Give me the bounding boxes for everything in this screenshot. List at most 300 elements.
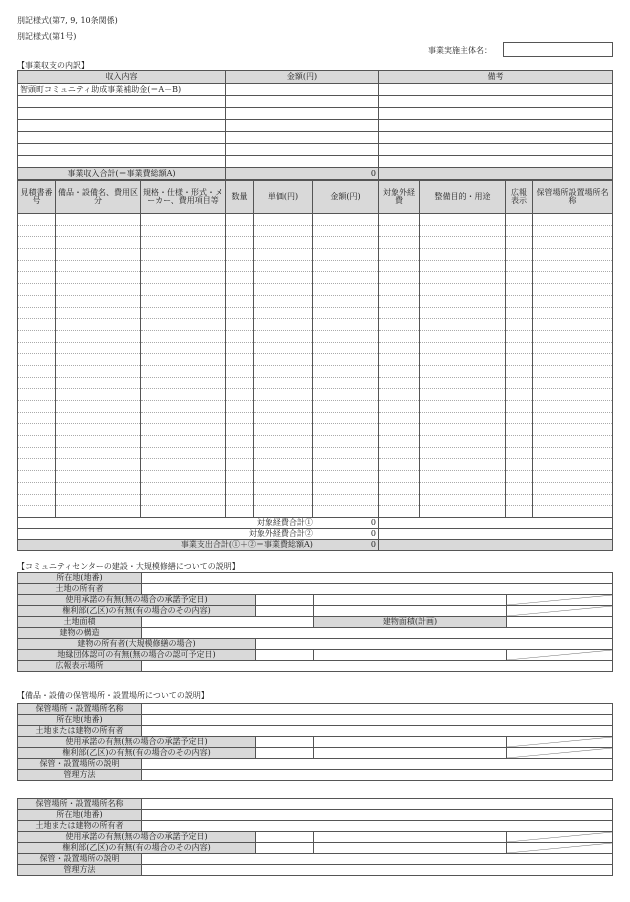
expense-quantity-cell[interactable] xyxy=(226,214,254,226)
expense-purpose-cell[interactable] xyxy=(420,284,506,296)
expense-ad-cell[interactable] xyxy=(506,471,533,483)
expense-unit-price-cell[interactable] xyxy=(254,494,313,506)
expense-estimate-no-cell[interactable] xyxy=(18,365,56,377)
expense-estimate-no-cell[interactable] xyxy=(18,237,56,249)
expense-unit-price-cell[interactable] xyxy=(254,401,313,413)
expense-purpose-cell[interactable] xyxy=(420,295,506,307)
expense-item-name-cell[interactable] xyxy=(56,506,141,518)
expense-purpose-cell[interactable] xyxy=(420,249,506,261)
expense-excluded-cell[interactable] xyxy=(379,377,420,389)
income-note-cell[interactable] xyxy=(379,132,613,144)
expense-ad-cell[interactable] xyxy=(506,447,533,459)
expense-place-cell[interactable] xyxy=(533,471,613,483)
expense-item-name-cell[interactable] xyxy=(56,377,141,389)
expense-place-cell[interactable] xyxy=(533,447,613,459)
expense-excluded-cell[interactable] xyxy=(379,424,420,436)
expense-ad-cell[interactable] xyxy=(506,482,533,494)
expense-place-cell[interactable] xyxy=(533,494,613,506)
expense-amount-cell[interactable] xyxy=(313,237,379,249)
expense-ad-cell[interactable] xyxy=(506,342,533,354)
expense-item-name-cell[interactable] xyxy=(56,319,141,331)
expense-estimate-no-cell[interactable] xyxy=(18,330,56,342)
expense-place-cell[interactable] xyxy=(533,412,613,424)
expense-item-name-cell[interactable] xyxy=(56,237,141,249)
expense-ad-cell[interactable] xyxy=(506,295,533,307)
expense-excluded-cell[interactable] xyxy=(379,354,420,366)
income-note-cell[interactable] xyxy=(379,156,613,168)
expense-purpose-cell[interactable] xyxy=(420,307,506,319)
storage-place-name-field[interactable] xyxy=(142,799,613,810)
expense-purpose-cell[interactable] xyxy=(420,459,506,471)
expense-quantity-cell[interactable] xyxy=(226,436,254,448)
income-row[interactable] xyxy=(18,120,226,132)
expense-ad-cell[interactable] xyxy=(506,214,533,226)
expense-ad-cell[interactable] xyxy=(506,424,533,436)
expense-spec-cell[interactable] xyxy=(141,272,226,284)
income-amount-cell[interactable] xyxy=(226,84,379,96)
expense-item-name-cell[interactable] xyxy=(56,494,141,506)
expense-purpose-cell[interactable] xyxy=(420,436,506,448)
expense-spec-cell[interactable] xyxy=(141,424,226,436)
income-amount-cell[interactable] xyxy=(226,120,379,132)
expense-amount-cell[interactable] xyxy=(313,260,379,272)
expense-excluded-cell[interactable] xyxy=(379,225,420,237)
expense-item-name-cell[interactable] xyxy=(56,225,141,237)
expense-estimate-no-cell[interactable] xyxy=(18,436,56,448)
expense-place-cell[interactable] xyxy=(533,295,613,307)
expense-place-cell[interactable] xyxy=(533,225,613,237)
expense-purpose-cell[interactable] xyxy=(420,214,506,226)
expense-ad-cell[interactable] xyxy=(506,389,533,401)
center-use-permit-field[interactable] xyxy=(256,595,314,606)
expense-ad-cell[interactable] xyxy=(506,412,533,424)
expense-place-cell[interactable] xyxy=(533,260,613,272)
expense-excluded-cell[interactable] xyxy=(379,459,420,471)
storage-use-permit-date[interactable] xyxy=(314,832,507,843)
expense-spec-cell[interactable] xyxy=(141,365,226,377)
expense-estimate-no-cell[interactable] xyxy=(18,307,56,319)
expense-amount-cell[interactable] xyxy=(313,342,379,354)
storage-location-field[interactable] xyxy=(142,715,613,726)
storage-use-permit-field[interactable] xyxy=(256,737,314,748)
expense-spec-cell[interactable] xyxy=(141,377,226,389)
expense-spec-cell[interactable] xyxy=(141,295,226,307)
expense-quantity-cell[interactable] xyxy=(226,284,254,296)
expense-estimate-no-cell[interactable] xyxy=(18,295,56,307)
income-row[interactable] xyxy=(18,132,226,144)
expense-excluded-cell[interactable] xyxy=(379,330,420,342)
expense-estimate-no-cell[interactable] xyxy=(18,494,56,506)
expense-place-cell[interactable] xyxy=(533,330,613,342)
expense-quantity-cell[interactable] xyxy=(226,260,254,272)
storage-explain-field[interactable] xyxy=(142,854,613,865)
expense-estimate-no-cell[interactable] xyxy=(18,284,56,296)
expense-unit-price-cell[interactable] xyxy=(254,506,313,518)
expense-ad-cell[interactable] xyxy=(506,225,533,237)
expense-place-cell[interactable] xyxy=(533,272,613,284)
income-note-cell[interactable] xyxy=(379,84,613,96)
expense-estimate-no-cell[interactable] xyxy=(18,401,56,413)
expense-item-name-cell[interactable] xyxy=(56,214,141,226)
storage-rights-content[interactable] xyxy=(314,748,507,759)
expense-spec-cell[interactable] xyxy=(141,237,226,249)
expense-excluded-cell[interactable] xyxy=(379,447,420,459)
storage-use-permit-field[interactable] xyxy=(256,832,314,843)
expense-amount-cell[interactable] xyxy=(313,377,379,389)
center-rights-field[interactable] xyxy=(256,606,314,617)
expense-place-cell[interactable] xyxy=(533,342,613,354)
expense-quantity-cell[interactable] xyxy=(226,342,254,354)
income-row[interactable] xyxy=(18,96,226,108)
expense-item-name-cell[interactable] xyxy=(56,272,141,284)
expense-quantity-cell[interactable] xyxy=(226,424,254,436)
expense-quantity-cell[interactable] xyxy=(226,471,254,483)
expense-place-cell[interactable] xyxy=(533,237,613,249)
expense-spec-cell[interactable] xyxy=(141,260,226,272)
expense-unit-price-cell[interactable] xyxy=(254,307,313,319)
expense-amount-cell[interactable] xyxy=(313,506,379,518)
expense-amount-cell[interactable] xyxy=(313,365,379,377)
expense-excluded-cell[interactable] xyxy=(379,365,420,377)
expense-ad-cell[interactable] xyxy=(506,319,533,331)
income-amount-cell[interactable] xyxy=(226,156,379,168)
expense-excluded-cell[interactable] xyxy=(379,214,420,226)
expense-item-name-cell[interactable] xyxy=(56,284,141,296)
expense-amount-cell[interactable] xyxy=(313,459,379,471)
expense-spec-cell[interactable] xyxy=(141,342,226,354)
expense-quantity-cell[interactable] xyxy=(226,447,254,459)
expense-estimate-no-cell[interactable] xyxy=(18,424,56,436)
expense-purpose-cell[interactable] xyxy=(420,225,506,237)
expense-excluded-cell[interactable] xyxy=(379,319,420,331)
center-land-area-field[interactable] xyxy=(142,617,314,628)
expense-estimate-no-cell[interactable] xyxy=(18,354,56,366)
expense-spec-cell[interactable] xyxy=(141,389,226,401)
expense-amount-cell[interactable] xyxy=(313,494,379,506)
expense-quantity-cell[interactable] xyxy=(226,459,254,471)
expense-unit-price-cell[interactable] xyxy=(254,214,313,226)
expense-purpose-cell[interactable] xyxy=(420,401,506,413)
expense-ad-cell[interactable] xyxy=(506,354,533,366)
storage-place-name-field[interactable] xyxy=(142,704,613,715)
expense-amount-cell[interactable] xyxy=(313,412,379,424)
expense-quantity-cell[interactable] xyxy=(226,319,254,331)
income-amount-cell[interactable] xyxy=(226,108,379,120)
expense-spec-cell[interactable] xyxy=(141,459,226,471)
expense-purpose-cell[interactable] xyxy=(420,506,506,518)
expense-quantity-cell[interactable] xyxy=(226,412,254,424)
expense-estimate-no-cell[interactable] xyxy=(18,459,56,471)
storage-rights-field[interactable] xyxy=(256,843,314,854)
storage-rights-content[interactable] xyxy=(314,843,507,854)
expense-quantity-cell[interactable] xyxy=(226,307,254,319)
expense-excluded-cell[interactable] xyxy=(379,237,420,249)
expense-spec-cell[interactable] xyxy=(141,225,226,237)
expense-amount-cell[interactable] xyxy=(313,401,379,413)
expense-purpose-cell[interactable] xyxy=(420,447,506,459)
expense-item-name-cell[interactable] xyxy=(56,249,141,261)
expense-excluded-cell[interactable] xyxy=(379,284,420,296)
expense-estimate-no-cell[interactable] xyxy=(18,214,56,226)
expense-spec-cell[interactable] xyxy=(141,354,226,366)
expense-item-name-cell[interactable] xyxy=(56,389,141,401)
expense-ad-cell[interactable] xyxy=(506,284,533,296)
expense-amount-cell[interactable] xyxy=(313,471,379,483)
storage-method-field[interactable] xyxy=(142,770,613,781)
expense-item-name-cell[interactable] xyxy=(56,354,141,366)
income-row[interactable] xyxy=(18,156,226,168)
expense-amount-cell[interactable] xyxy=(313,330,379,342)
expense-quantity-cell[interactable] xyxy=(226,225,254,237)
expense-estimate-no-cell[interactable] xyxy=(18,447,56,459)
expense-ad-cell[interactable] xyxy=(506,494,533,506)
expense-spec-cell[interactable] xyxy=(141,412,226,424)
expense-unit-price-cell[interactable] xyxy=(254,389,313,401)
expense-quantity-cell[interactable] xyxy=(226,377,254,389)
center-land-owner-field[interactable] xyxy=(142,584,613,595)
expense-place-cell[interactable] xyxy=(533,365,613,377)
storage-rights-field[interactable] xyxy=(256,748,314,759)
expense-estimate-no-cell[interactable] xyxy=(18,225,56,237)
expense-item-name-cell[interactable] xyxy=(56,424,141,436)
center-structure-field[interactable] xyxy=(142,628,613,639)
expense-purpose-cell[interactable] xyxy=(420,377,506,389)
expense-item-name-cell[interactable] xyxy=(56,365,141,377)
expense-excluded-cell[interactable] xyxy=(379,482,420,494)
income-row[interactable] xyxy=(18,144,226,156)
expense-item-name-cell[interactable] xyxy=(56,459,141,471)
expense-purpose-cell[interactable] xyxy=(420,494,506,506)
expense-quantity-cell[interactable] xyxy=(226,401,254,413)
expense-amount-cell[interactable] xyxy=(313,272,379,284)
expense-unit-price-cell[interactable] xyxy=(254,354,313,366)
expense-excluded-cell[interactable] xyxy=(379,307,420,319)
expense-unit-price-cell[interactable] xyxy=(254,377,313,389)
expense-ad-cell[interactable] xyxy=(506,365,533,377)
expense-quantity-cell[interactable] xyxy=(226,295,254,307)
expense-place-cell[interactable] xyxy=(533,319,613,331)
center-ad-place-field[interactable] xyxy=(142,661,613,672)
expense-excluded-cell[interactable] xyxy=(379,389,420,401)
expense-excluded-cell[interactable] xyxy=(379,342,420,354)
expense-unit-price-cell[interactable] xyxy=(254,365,313,377)
expense-unit-price-cell[interactable] xyxy=(254,447,313,459)
expense-estimate-no-cell[interactable] xyxy=(18,412,56,424)
expense-spec-cell[interactable] xyxy=(141,319,226,331)
expense-quantity-cell[interactable] xyxy=(226,249,254,261)
expense-purpose-cell[interactable] xyxy=(420,482,506,494)
expense-item-name-cell[interactable] xyxy=(56,401,141,413)
expense-ad-cell[interactable] xyxy=(506,459,533,471)
expense-amount-cell[interactable] xyxy=(313,284,379,296)
expense-spec-cell[interactable] xyxy=(141,284,226,296)
expense-purpose-cell[interactable] xyxy=(420,365,506,377)
expense-amount-cell[interactable] xyxy=(313,447,379,459)
expense-estimate-no-cell[interactable] xyxy=(18,260,56,272)
expense-spec-cell[interactable] xyxy=(141,401,226,413)
expense-ad-cell[interactable] xyxy=(506,330,533,342)
center-group-permit-field[interactable] xyxy=(256,650,314,661)
expense-excluded-cell[interactable] xyxy=(379,494,420,506)
income-note-cell[interactable] xyxy=(379,96,613,108)
expense-estimate-no-cell[interactable] xyxy=(18,342,56,354)
storage-method-field[interactable] xyxy=(142,865,613,876)
income-row[interactable] xyxy=(18,108,226,120)
expense-excluded-cell[interactable] xyxy=(379,249,420,261)
expense-quantity-cell[interactable] xyxy=(226,237,254,249)
expense-place-cell[interactable] xyxy=(533,354,613,366)
expense-quantity-cell[interactable] xyxy=(226,506,254,518)
expense-ad-cell[interactable] xyxy=(506,249,533,261)
expense-place-cell[interactable] xyxy=(533,482,613,494)
expense-ad-cell[interactable] xyxy=(506,307,533,319)
expense-unit-price-cell[interactable] xyxy=(254,471,313,483)
expense-spec-cell[interactable] xyxy=(141,249,226,261)
expense-spec-cell[interactable] xyxy=(141,482,226,494)
expense-amount-cell[interactable] xyxy=(313,424,379,436)
expense-spec-cell[interactable] xyxy=(141,447,226,459)
expense-purpose-cell[interactable] xyxy=(420,389,506,401)
income-amount-cell[interactable] xyxy=(226,144,379,156)
expense-unit-price-cell[interactable] xyxy=(254,237,313,249)
expense-quantity-cell[interactable] xyxy=(226,389,254,401)
expense-item-name-cell[interactable] xyxy=(56,330,141,342)
expense-spec-cell[interactable] xyxy=(141,330,226,342)
expense-place-cell[interactable] xyxy=(533,377,613,389)
expense-unit-price-cell[interactable] xyxy=(254,260,313,272)
expense-purpose-cell[interactable] xyxy=(420,272,506,284)
expense-ad-cell[interactable] xyxy=(506,260,533,272)
expense-item-name-cell[interactable] xyxy=(56,482,141,494)
income-note-cell[interactable] xyxy=(379,108,613,120)
expense-place-cell[interactable] xyxy=(533,284,613,296)
entity-name-field[interactable] xyxy=(503,42,613,57)
expense-unit-price-cell[interactable] xyxy=(254,482,313,494)
expense-quantity-cell[interactable] xyxy=(226,494,254,506)
income-note-cell[interactable] xyxy=(379,144,613,156)
expense-purpose-cell[interactable] xyxy=(420,330,506,342)
expense-amount-cell[interactable] xyxy=(313,295,379,307)
center-group-permit-date[interactable] xyxy=(314,650,507,661)
expense-excluded-cell[interactable] xyxy=(379,401,420,413)
expense-spec-cell[interactable] xyxy=(141,307,226,319)
expense-place-cell[interactable] xyxy=(533,249,613,261)
expense-excluded-cell[interactable] xyxy=(379,436,420,448)
center-rights-content[interactable] xyxy=(314,606,507,617)
expense-amount-cell[interactable] xyxy=(313,214,379,226)
expense-unit-price-cell[interactable] xyxy=(254,342,313,354)
income-amount-cell[interactable] xyxy=(226,96,379,108)
expense-item-name-cell[interactable] xyxy=(56,447,141,459)
expense-estimate-no-cell[interactable] xyxy=(18,506,56,518)
center-building-area-field[interactable] xyxy=(507,617,613,628)
expense-amount-cell[interactable] xyxy=(313,389,379,401)
expense-unit-price-cell[interactable] xyxy=(254,272,313,284)
expense-item-name-cell[interactable] xyxy=(56,260,141,272)
expense-purpose-cell[interactable] xyxy=(420,424,506,436)
center-building-owner-field[interactable] xyxy=(256,639,613,650)
expense-unit-price-cell[interactable] xyxy=(254,459,313,471)
expense-quantity-cell[interactable] xyxy=(226,330,254,342)
expense-estimate-no-cell[interactable] xyxy=(18,389,56,401)
expense-ad-cell[interactable] xyxy=(506,272,533,284)
expense-item-name-cell[interactable] xyxy=(56,436,141,448)
expense-unit-price-cell[interactable] xyxy=(254,436,313,448)
expense-place-cell[interactable] xyxy=(533,214,613,226)
expense-unit-price-cell[interactable] xyxy=(254,319,313,331)
center-location-field[interactable] xyxy=(142,573,613,584)
expense-spec-cell[interactable] xyxy=(141,436,226,448)
storage-explain-field[interactable] xyxy=(142,759,613,770)
expense-place-cell[interactable] xyxy=(533,401,613,413)
expense-spec-cell[interactable] xyxy=(141,494,226,506)
expense-place-cell[interactable] xyxy=(533,459,613,471)
expense-item-name-cell[interactable] xyxy=(56,342,141,354)
expense-excluded-cell[interactable] xyxy=(379,506,420,518)
expense-unit-price-cell[interactable] xyxy=(254,225,313,237)
expense-quantity-cell[interactable] xyxy=(226,365,254,377)
expense-purpose-cell[interactable] xyxy=(420,237,506,249)
expense-unit-price-cell[interactable] xyxy=(254,295,313,307)
expense-excluded-cell[interactable] xyxy=(379,412,420,424)
storage-use-permit-date[interactable] xyxy=(314,737,507,748)
expense-excluded-cell[interactable] xyxy=(379,471,420,483)
income-note-cell[interactable] xyxy=(379,120,613,132)
expense-estimate-no-cell[interactable] xyxy=(18,319,56,331)
expense-ad-cell[interactable] xyxy=(506,436,533,448)
expense-estimate-no-cell[interactable] xyxy=(18,377,56,389)
expense-purpose-cell[interactable] xyxy=(420,319,506,331)
expense-purpose-cell[interactable] xyxy=(420,342,506,354)
expense-purpose-cell[interactable] xyxy=(420,471,506,483)
expense-amount-cell[interactable] xyxy=(313,319,379,331)
expense-unit-price-cell[interactable] xyxy=(254,284,313,296)
expense-excluded-cell[interactable] xyxy=(379,260,420,272)
expense-estimate-no-cell[interactable] xyxy=(18,272,56,284)
center-use-permit-date[interactable] xyxy=(314,595,507,606)
expense-estimate-no-cell[interactable] xyxy=(18,249,56,261)
expense-estimate-no-cell[interactable] xyxy=(18,482,56,494)
storage-owner-field[interactable] xyxy=(142,821,613,832)
expense-excluded-cell[interactable] xyxy=(379,295,420,307)
expense-item-name-cell[interactable] xyxy=(56,307,141,319)
expense-quantity-cell[interactable] xyxy=(226,354,254,366)
expense-place-cell[interactable] xyxy=(533,436,613,448)
expense-purpose-cell[interactable] xyxy=(420,260,506,272)
expense-quantity-cell[interactable] xyxy=(226,482,254,494)
expense-spec-cell[interactable] xyxy=(141,506,226,518)
expense-place-cell[interactable] xyxy=(533,389,613,401)
expense-unit-price-cell[interactable] xyxy=(254,249,313,261)
expense-unit-price-cell[interactable] xyxy=(254,424,313,436)
expense-unit-price-cell[interactable] xyxy=(254,330,313,342)
expense-ad-cell[interactable] xyxy=(506,506,533,518)
expense-spec-cell[interactable] xyxy=(141,471,226,483)
expense-purpose-cell[interactable] xyxy=(420,354,506,366)
expense-estimate-no-cell[interactable] xyxy=(18,471,56,483)
expense-excluded-cell[interactable] xyxy=(379,272,420,284)
expense-place-cell[interactable] xyxy=(533,424,613,436)
expense-purpose-cell[interactable] xyxy=(420,412,506,424)
expense-amount-cell[interactable] xyxy=(313,307,379,319)
expense-amount-cell[interactable] xyxy=(313,482,379,494)
storage-owner-field[interactable] xyxy=(142,726,613,737)
expense-amount-cell[interactable] xyxy=(313,436,379,448)
expense-quantity-cell[interactable] xyxy=(226,272,254,284)
expense-amount-cell[interactable] xyxy=(313,225,379,237)
expense-ad-cell[interactable] xyxy=(506,237,533,249)
expense-amount-cell[interactable] xyxy=(313,249,379,261)
